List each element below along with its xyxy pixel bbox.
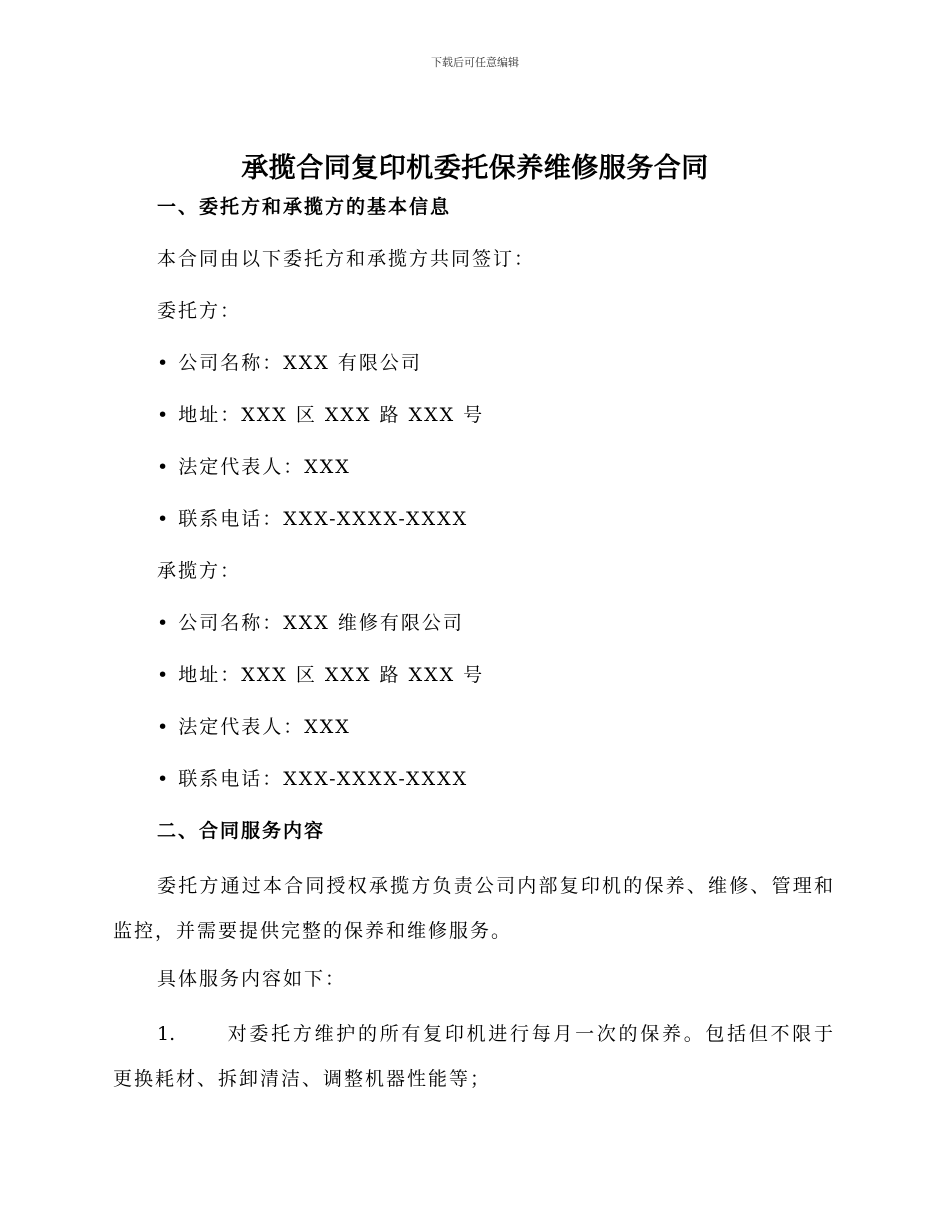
contractor-legal-rep: • 法定代表人：XXX [157,716,351,738]
service-list-intro: 具体服务内容如下： [157,968,347,990]
section2-paragraph: 委托方通过本合同授权承揽方负责公司内部复印机的保养、维修、管理和监控，并需要提供完整的保养和维修服务。 [113,875,835,942]
service-item-1-number: 1. [157,1023,176,1045]
client-address: • 地址：XXX 区 XXX 路 XXX 号 [157,404,485,426]
section1-intro: 本合同由以下委托方和承揽方共同签订： [157,248,536,270]
section-heading-1: 一、委托方和承揽方的基本信息 [157,196,452,218]
service-item-1 [113,1012,835,1102]
client-label: 委托方： [157,300,242,322]
client-phone: • 联系电话：XXX-XXXX-XXXX [157,508,469,530]
header-note: 下载后可任意编辑 [431,56,519,69]
client-legal-rep: • 法定代表人：XXX [157,456,351,478]
service-item-1-text: 对委托方维护的所有复印机进行每月一次的保养。包括但不限于更换耗材、拆卸清洁、调整机器性能等； [113,1023,835,1090]
document-body [113,188,835,1102]
contractor-company-name: • 公司名称：XXX 维修有限公司 [157,612,464,634]
client-company-name: • 公司名称：XXX 有限公司 [157,352,422,374]
section-heading-2: 二、合同服务内容 [157,820,326,842]
contractor-label: 承揽方： [157,560,242,582]
contractor-address: • 地址：XXX 区 XXX 路 XXX 号 [157,664,485,686]
contractor-phone: • 联系电话：XXX-XXXX-XXXX [157,768,469,790]
document-title: 承揽合同复印机委托保养维修服务合同 [241,153,709,184]
